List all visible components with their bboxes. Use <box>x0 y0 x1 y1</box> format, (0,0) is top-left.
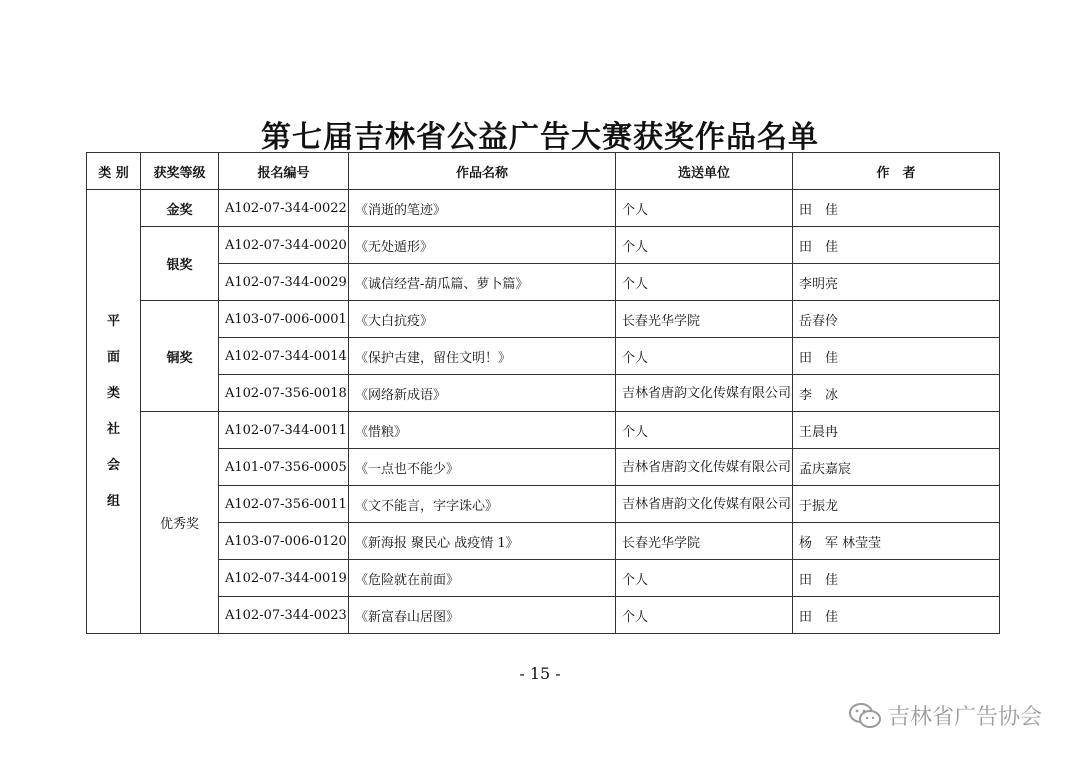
header-unit: 选送单位 <box>616 153 793 190</box>
category-char: 组 <box>106 493 120 509</box>
header-id: 报名编号 <box>219 153 349 190</box>
cell-unit: 吉林省唐韵文化传媒有限公司 <box>616 486 793 523</box>
cell-author: 李明亮 <box>793 264 1000 301</box>
table-row <box>87 597 1000 634</box>
cell-author: 田 佳 <box>793 227 1000 264</box>
cell-id: A102-07-344-0019 <box>219 560 349 597</box>
cell-unit: 个人 <box>616 412 793 449</box>
cell-unit: 个人 <box>616 227 793 264</box>
cell-work: 《大白抗疫》 <box>349 301 616 338</box>
cell-work: 《一点也不能少》 <box>349 449 616 486</box>
cell-id: A102-07-356-0011 <box>219 486 349 523</box>
cell-unit: 长春光华学院 <box>616 301 793 338</box>
cell-work: 《新海报 聚民心 战疫情 1》 <box>349 523 616 560</box>
cell-work: 《无处遁形》 <box>349 227 616 264</box>
table-row <box>87 190 1000 227</box>
table-row <box>87 375 1000 412</box>
category-char: 社 <box>106 421 120 437</box>
cell-id: A102-07-344-0014 <box>219 338 349 375</box>
table-row <box>87 486 1000 523</box>
table-row <box>87 449 1000 486</box>
cell-unit: 吉林省唐韵文化传媒有限公司 <box>616 449 793 486</box>
cell-work: 《惜粮》 <box>349 412 616 449</box>
table-row <box>87 338 1000 375</box>
watermark <box>848 700 1042 731</box>
cell-author: 于振龙 <box>793 486 1000 523</box>
header-level: 获奖等级 <box>141 153 219 190</box>
award-table <box>86 152 1000 634</box>
level-bronze: 铜奖 <box>141 301 219 412</box>
cell-id: A102-07-344-0029 <box>219 264 349 301</box>
cell-work: 《网络新成语》 <box>349 375 616 412</box>
cell-author: 田 佳 <box>793 597 1000 634</box>
table-row <box>87 412 1000 449</box>
category-char: 会 <box>106 457 120 473</box>
category-char: 面 <box>106 349 120 365</box>
cell-unit: 个人 <box>616 338 793 375</box>
page-number: - 15 - <box>519 664 561 683</box>
category-cell <box>87 190 141 634</box>
cell-id: A102-07-344-0020 <box>219 227 349 264</box>
cell-unit: 个人 <box>616 597 793 634</box>
cell-unit: 个人 <box>616 190 793 227</box>
cell-unit: 个人 <box>616 264 793 301</box>
header-category: 类 别 <box>87 153 141 190</box>
cell-work: 《诚信经营-葫瓜篇、萝卜篇》 <box>349 264 616 301</box>
table-row <box>87 301 1000 338</box>
table-header-row <box>87 153 1000 190</box>
table-row <box>87 227 1000 264</box>
cell-author: 孟庆嘉宸 <box>793 449 1000 486</box>
cell-id: A102-07-356-0018 <box>219 375 349 412</box>
cell-work: 《消逝的笔迹》 <box>349 190 616 227</box>
wechat-icon <box>848 702 882 730</box>
level-gold: 金奖 <box>141 190 219 227</box>
level-excellent: 优秀奖 <box>141 412 219 634</box>
page-title: 第七届吉林省公益广告大赛获奖作品名单 <box>261 120 819 155</box>
cell-id: A102-07-344-0022 <box>219 190 349 227</box>
category-char: 类 <box>106 385 120 401</box>
cell-unit: 吉林省唐韵文化传媒有限公司 <box>616 375 793 412</box>
table-row <box>87 264 1000 301</box>
category-char: 平 <box>106 313 120 329</box>
cell-id: A103-07-006-0001 <box>219 301 349 338</box>
header-work: 作品名称 <box>349 153 616 190</box>
cell-author: 田 佳 <box>793 560 1000 597</box>
cell-author: 岳春伶 <box>793 301 1000 338</box>
cell-work: 《文不能言，字字诛心》 <box>349 486 616 523</box>
cell-work: 《保护古建，留住文明！》 <box>349 338 616 375</box>
watermark-text: 吉林省广告协会 <box>887 705 1042 730</box>
cell-id: A101-07-356-0005 <box>219 449 349 486</box>
header-author: 作 者 <box>793 153 1000 190</box>
cell-author: 田 佳 <box>793 338 1000 375</box>
cell-unit: 个人 <box>616 560 793 597</box>
cell-id: A102-07-344-0023 <box>219 597 349 634</box>
cell-author: 杨 军 林莹莹 <box>793 523 1000 560</box>
table-row <box>87 560 1000 597</box>
cell-id: A103-07-006-0120 <box>219 523 349 560</box>
cell-author: 田 佳 <box>793 190 1000 227</box>
cell-unit: 长春光华学院 <box>616 523 793 560</box>
cell-id: A102-07-344-0011 <box>219 412 349 449</box>
cell-author: 李 冰 <box>793 375 1000 412</box>
cell-work: 《新富春山居图》 <box>349 597 616 634</box>
cell-work: 《危险就在前面》 <box>349 560 616 597</box>
table-row <box>87 523 1000 560</box>
level-silver: 银奖 <box>141 227 219 301</box>
cell-author: 王晨冉 <box>793 412 1000 449</box>
